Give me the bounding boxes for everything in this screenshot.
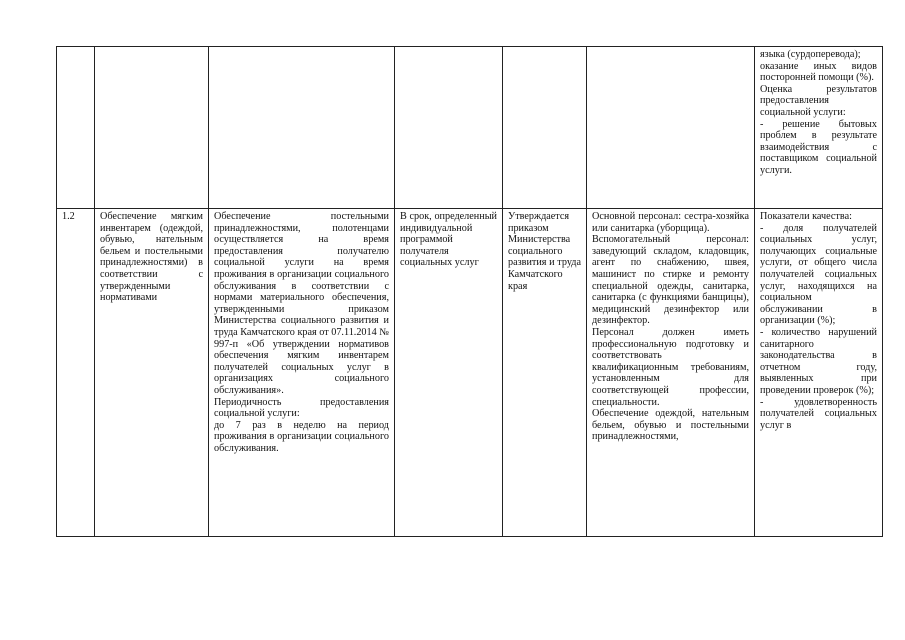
service-name-cell: Обеспечение мягким инвентарем (одеждой, обувью, нательным бельем и постельными принадлежностями) в соответствии с утвержденными нормативами (95, 209, 209, 537)
service-quality-cell: Показатели качества: - доля получателей социальных услуг, получающих социальные услуги, от общего числа получателей социальных услуг, находящихся на социальном обслуживании в организации (%); - количество нарушений санитарного законодательства в отчетном году, выявленных при проведении проверок (%); - удовлетворенность получателей социальных услуг в (755, 209, 883, 537)
service-timing-cell (395, 47, 503, 209)
services-table (56, 46, 883, 537)
service-timing-cell: В срок, определенный индивидуальной программой получателя социальных услуг (395, 209, 503, 537)
service-description-cell (209, 47, 395, 209)
service-price-cell (503, 47, 587, 209)
service-staff-cell (587, 47, 755, 209)
row-number-cell (57, 47, 95, 209)
service-price-cell: Утверждается приказом Министерства социального развития и труда Камчатского края (503, 209, 587, 537)
service-quality-cell: языка (сурдоперевода); оказание иных видов посторонней помощи (%). Оценка результатов предоставления социальной услуги: - решение бытовых проблем в результате взаимодействия с поставщиком социальной услуги. (755, 47, 883, 209)
row-number-cell: 1.2 (57, 209, 95, 537)
service-description-cell: Обеспечение постельными принадлежностями, полотенцами осуществляется на время предоставления получателю социальной услуги на время проживания в организации социального обслуживания в соответствии с нормами материального обеспечения, утвержденными приказом Министерства социального развития и труда Камчатского края от 07.11.2014 № 997-п «Об утверждении нормативов обеспечения мягким инвентарем получателей социальных услуг в организациях социального обслуживания». Периодичность предоставления социальной услуги: до 7 раз в неделю на период проживания в организации социального обслуживания. (209, 209, 395, 537)
service-staff-cell: Основной персонал: сестра-хозяйка или санитарка (уборщица). Вспомогательный персонал: заведующий складом, кладовщик, агент по снабжению, швея, машинист по стирке и ремонту специальной одежды, санитарка, санитарка (с функциями банщицы), медицинский дезинфектор или дезинфектор. Персонал должен иметь профессиональную подготовку и соответствовать квалификационным требованиям, установленным для соответствующей профессии, специальности. Обеспечение одеждой, нательным бельем, обувью и постельными принадлежностями, (587, 209, 755, 537)
service-name-cell (95, 47, 209, 209)
table-row (57, 47, 883, 209)
table-row (57, 209, 883, 537)
